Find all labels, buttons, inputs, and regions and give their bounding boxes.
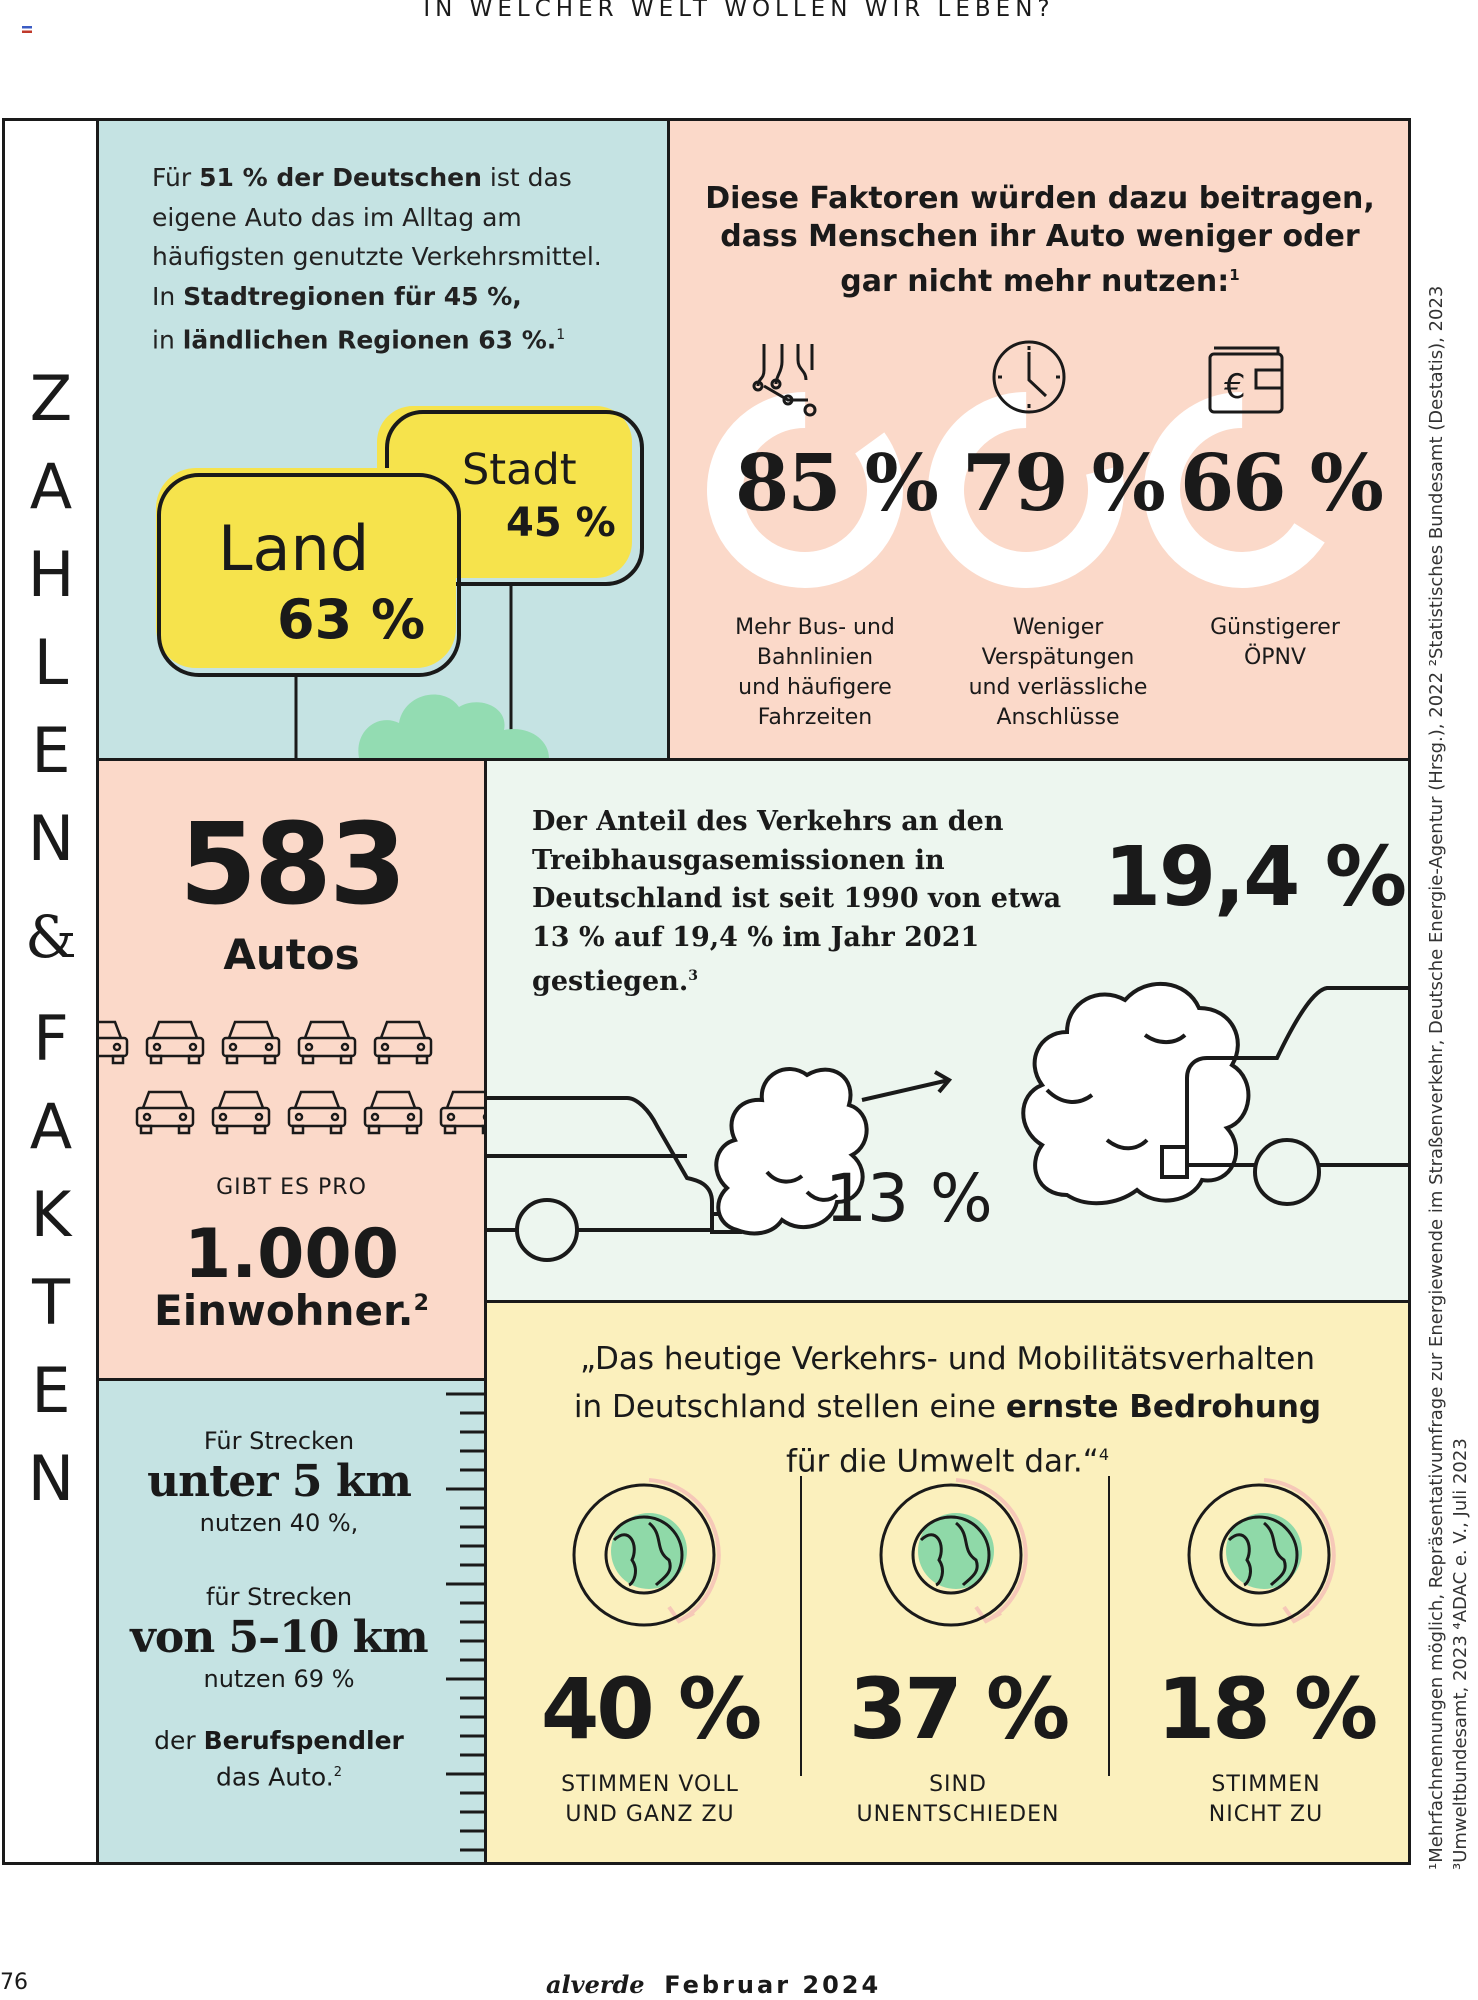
result-label: SIND UNENTSCHIEDEN <box>856 1772 1060 1827</box>
car-icons-grid <box>99 1010 484 1150</box>
side-title-letter: Z <box>29 362 73 435</box>
result-value: 18 % <box>1156 1660 1376 1758</box>
side-title-letter: F <box>33 1002 69 1075</box>
factor-value: 85 % <box>735 438 937 529</box>
factor-value: 66 % <box>1180 438 1382 529</box>
side-title-letter: H <box>27 538 75 611</box>
page-number: 76 <box>0 1970 28 1995</box>
town-signs-illustration <box>99 395 669 758</box>
car-icon <box>137 1092 193 1133</box>
page-kicker: IN WELCHER WELT WOLLEN WIR LEBEN? <box>423 0 1055 22</box>
car-icon <box>365 1092 421 1133</box>
side-title <box>5 362 97 1536</box>
sign-land-value: 63 % <box>277 588 426 651</box>
side-title-letter: E <box>31 714 71 787</box>
side-title-letter: E <box>31 1354 71 1427</box>
sign-land-label: Land <box>218 512 370 585</box>
side-title-ampersand: & <box>25 903 77 971</box>
sign-stadt-label: Stadt <box>462 445 577 495</box>
sign-panel-text: Für 51 % der Deutschen ist das eigene Auto das im Alltag am häufigsten genutzte Verkehrsmittel. In Stadtregionen für 45 %, in ländlichen Regionen 63 %.$^1$ <box>152 163 602 355</box>
factor-caption: Mehr Bus- und Bahnlinien und häufigere Fahrzeiten <box>735 615 895 730</box>
result-label: STIMMEN NICHT ZU <box>1208 1772 1324 1827</box>
car-icon <box>299 1022 355 1063</box>
side-title-letter: A <box>29 450 73 523</box>
result-value: 37 % <box>848 1660 1068 1758</box>
car-icon <box>213 1092 269 1133</box>
distance-text: Für Strecken unter 5 km nutzen 40 %, für Strecken von 5–10 km nutzen 69 % der Berufspendler das Auto.$^2$ <box>130 1427 428 1792</box>
side-title-letter: L <box>33 626 69 699</box>
car-icon <box>441 1092 484 1133</box>
clock-icon <box>990 338 1068 416</box>
sign-stadt-value: 45 % <box>506 500 616 546</box>
emissions-1990-value: 13 % <box>825 1160 993 1237</box>
emissions-2021-value: 19,4 % <box>1104 830 1406 925</box>
quote-text: „Das heutige Verkehrs- und Mobilitätsverhalten in Deutschland stellen eine ernste Bedrohung für die Umwelt dar.“$^4$ <box>573 1341 1322 1480</box>
side-title-letter: N <box>27 802 75 875</box>
result-value: 40 % <box>540 1660 760 1758</box>
car-icon <box>223 1022 279 1063</box>
emissions-illustration <box>487 940 1408 1300</box>
footer-brand: alverde Februar 2024 <box>546 1970 882 1999</box>
factor-caption: Günstigerer ÖPNV <box>1210 615 1340 670</box>
car-icon <box>99 1022 127 1063</box>
side-title-letter: A <box>29 1090 73 1163</box>
cars-gibt-label: GIBT ES PRO <box>216 1175 367 1200</box>
route-icon <box>752 340 832 420</box>
side-title-letter: K <box>30 1178 72 1251</box>
car-icon <box>289 1092 345 1133</box>
wallet-euro-icon <box>1206 340 1286 416</box>
globe-icons <box>487 1460 1408 1650</box>
sources: ¹Mehrfachnennungen möglich, Repräsentativumfrage zur Energiewende im Straßenverkehr, Deutsche Energie-Agentur (Hrsg.), 2022 ²Statistisches Bundesamt (Destatis), 2023 ³Umweltbundesamt, 2023 ⁴ADAC e. V., Juli 2023 <box>1426 285 1471 1870</box>
car-icon <box>147 1022 203 1063</box>
factors-title: Diese Faktoren würden dazu beitragen, dass Menschen ihr Auto weniger oder gar nicht mehr nutzen:$^1$ <box>705 181 1375 299</box>
cars-number: 583 <box>179 800 404 930</box>
cars-unit: Autos <box>223 930 360 979</box>
svg-text:€: € <box>1224 367 1246 407</box>
result-label: STIMMEN VOLL UND GANZ ZU <box>561 1772 739 1827</box>
side-title-letter: T <box>32 1266 70 1339</box>
factor-value: 79 % <box>962 438 1164 529</box>
flag-icon <box>22 26 32 33</box>
emissions-text: Der Anteil des Verkehrs an den Treibhausgasemissionen in Deutschland ist seit 1990 von etwa 13 % auf 19,4 % im Jahr 2021 gestiegen.$^3$ <box>532 806 1062 997</box>
car-icon <box>375 1022 431 1063</box>
side-title-letter: N <box>27 1442 75 1515</box>
cars-per-number: 1.000 <box>183 1215 400 1294</box>
cars-per-label: Einwohner.$^2$ <box>154 1286 429 1335</box>
factor-caption: Weniger Verspätungen und verlässliche Anschlüsse <box>968 615 1148 730</box>
